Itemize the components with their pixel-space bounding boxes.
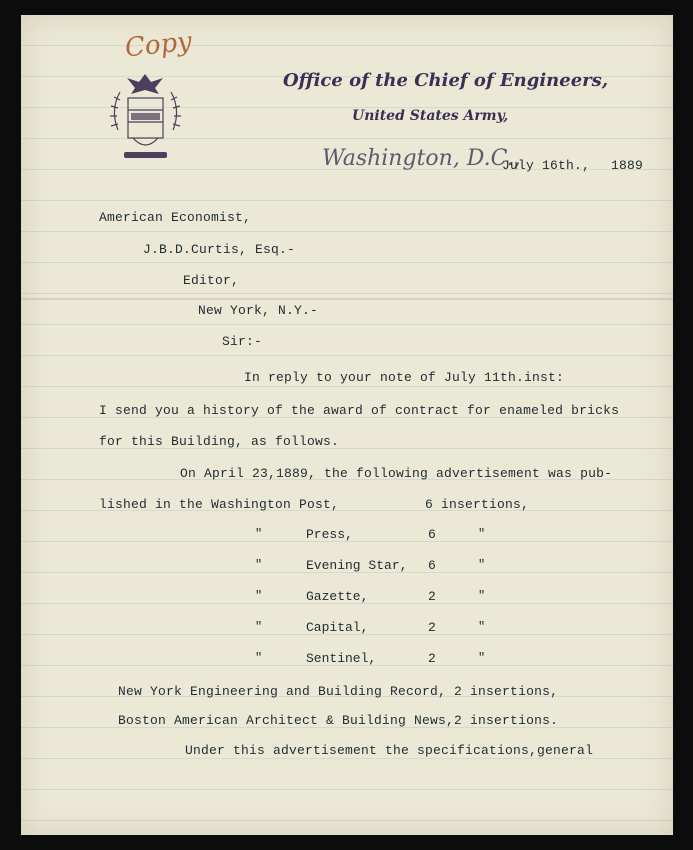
ditto-mark: " — [255, 558, 263, 572]
body-line-3: for this Building, as follows. — [99, 434, 340, 449]
recipient-line-3: Editor, — [183, 273, 240, 288]
ditto-mark: " — [255, 620, 263, 634]
ditto-mark: " — [478, 651, 486, 665]
ditto-mark: " — [478, 589, 486, 603]
place-heading: Washington, D.C., — [322, 146, 521, 171]
paper-count: 6 — [428, 527, 436, 542]
ditto-mark: " — [478, 620, 486, 634]
ditto-mark: " — [478, 527, 486, 541]
paper-name: Sentinel, — [306, 651, 377, 666]
ditto-mark: " — [478, 558, 486, 572]
recipient-line-2: J.B.D.Curtis, Esq.- — [143, 242, 296, 257]
ditto-mark: " — [255, 589, 263, 603]
paper-name: Evening Star, — [306, 558, 408, 573]
salutation: Sir:- — [222, 334, 263, 349]
paper-count: 2 — [428, 589, 436, 604]
paper-name: Capital, — [306, 620, 369, 635]
paper-count: 2 — [428, 620, 436, 635]
body-line-2: I send you a history of the award of contract for enameled bricks — [99, 403, 620, 418]
recipient-line-1: American Economist, — [99, 210, 252, 225]
body-line-4: On April 23,1889, the following advertisement was pub- — [180, 466, 613, 481]
paper-count: 2 — [428, 651, 436, 666]
paper-name: Press, — [306, 527, 353, 542]
office-heading: Office of the Chief of Engineers, — [283, 70, 609, 91]
paper-count: 6 — [428, 558, 436, 573]
recipient-line-4: New York, N.Y.- — [198, 303, 319, 318]
ditto-mark: " — [255, 527, 263, 541]
ditto-mark: " — [255, 651, 263, 665]
letter-year: 1889 — [611, 158, 644, 173]
fold-crease — [21, 298, 673, 300]
letter-date: July 16th., — [502, 158, 591, 173]
war-department-seal-icon — [98, 70, 193, 170]
body-line-5: lished in the Washington Post, — [99, 497, 340, 512]
body-line-6: New York Engineering and Building Record, 2 insertions, — [118, 684, 559, 699]
body-line-8: Under this advertisement the specifications,general — [185, 743, 594, 758]
army-heading: United States Army, — [352, 108, 509, 124]
body-line-7: Boston American Architect & Building News,2 insertions. — [118, 713, 559, 728]
washington-post-count: 6 insertions, — [425, 497, 530, 512]
paper-name: Gazette, — [306, 589, 369, 604]
body-line-1: In reply to your note of July 11th.inst: — [244, 370, 565, 385]
copy-annotation: Copy — [123, 26, 194, 64]
